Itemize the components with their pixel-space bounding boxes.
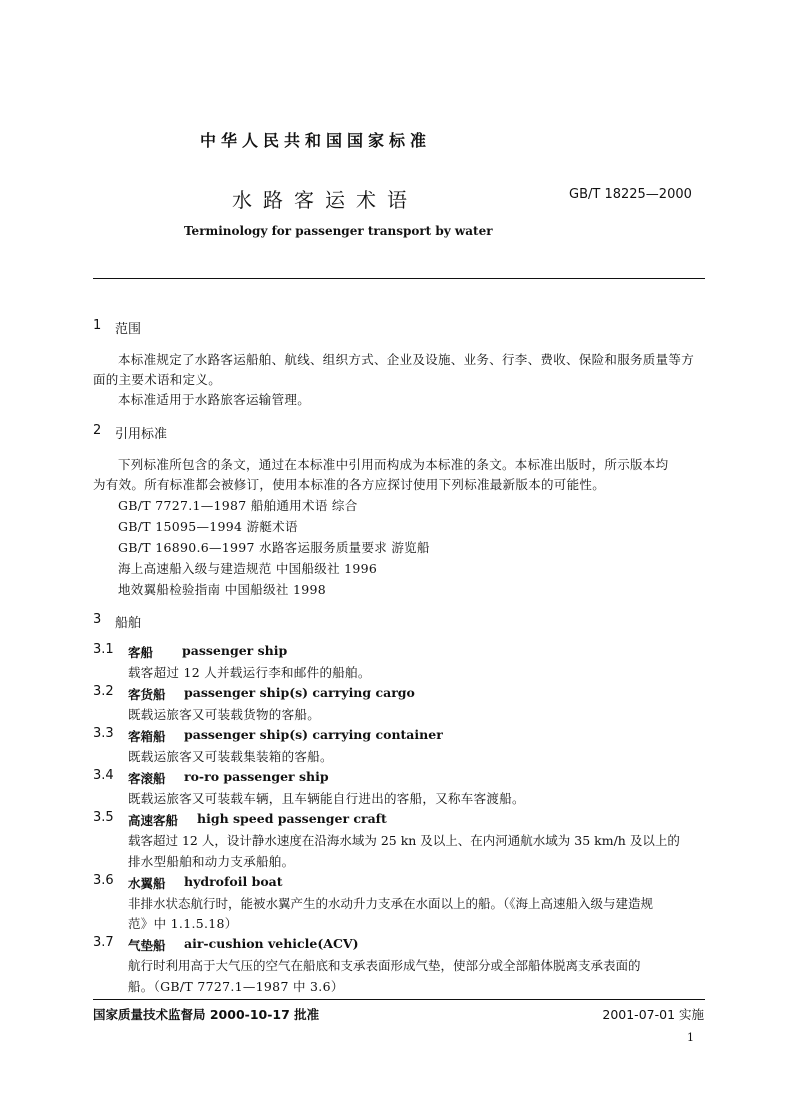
standard-code: GB/T 18225—2000: [569, 187, 692, 202]
document-title: 水路客运术语: [232, 188, 418, 212]
term-number: 3.2: [93, 684, 114, 699]
term-definition: 范》中 1.1.5.18）: [128, 916, 238, 931]
term-english: high speed passenger craft: [197, 811, 387, 826]
term-definition: 载客超过 12 人并载运行李和邮件的船舶。: [128, 665, 371, 680]
issuing-authority: 中华人民共和国国家标准: [200, 131, 432, 150]
reference-item: GB/T 7727.1—1987 船舶通用术语 综合: [118, 498, 358, 513]
term-definition: 既载运旅客又可装载车辆，且车辆能自行进出的客船，又称车客渡船。: [128, 791, 525, 806]
section-2-number: 2: [93, 423, 102, 438]
section-2-title: 引用标准: [115, 427, 168, 442]
term-chinese: 水翼船: [128, 876, 166, 891]
effective-date: 2001-07-01 实施: [602, 1007, 704, 1022]
section-1-paragraph-line: 面的主要术语和定义。: [93, 372, 222, 387]
section-1-title: 范围: [115, 322, 142, 337]
page-number: 1: [687, 1031, 694, 1044]
approval-line: 国家质量技术监督局 2000-10-17 批准: [93, 1007, 320, 1022]
section-2-paragraph-line: 下列标准所包含的条文，通过在本标准中引用而构成为本标准的条文。本标准出版时，所示版本均: [118, 457, 669, 472]
reference-item: GB/T 16890.6—1997 水路客运服务质量要求 游览船: [118, 540, 430, 555]
term-number: 3.1: [93, 642, 114, 657]
term-number: 3.4: [93, 768, 114, 783]
term-definition: 非排水状态航行时，能被水翼产生的水动升力支承在水面以上的船。（《海上高速船入级与建造规: [128, 896, 654, 911]
footer-divider: [93, 999, 705, 1000]
term-definition: 排水型船舶和动力支承船舶。: [128, 854, 295, 869]
section-3-title: 船舶: [115, 616, 142, 631]
section-1-number: 1: [93, 318, 102, 333]
reference-item: GB/T 15095—1994 游艇术语: [118, 519, 298, 534]
term-chinese: 客船: [128, 645, 154, 660]
term-chinese: 客货船: [128, 687, 166, 702]
term-definition: 载客超过 12 人，设计静水速度在沿海水域为 25 kn 及以上、在内河通航水域为 35 km/h 及以上的: [128, 833, 680, 848]
term-english: ro-ro passenger ship: [184, 769, 329, 784]
term-english: hydrofoil boat: [184, 874, 283, 889]
term-number: 3.5: [93, 810, 114, 825]
reference-item: 海上高速船入级与建造规范 中国船级社 1996: [118, 561, 378, 576]
term-definition: 航行时利用高于大气压的空气在船底和支承表面形成气垫，使部分或全部船体脱离支承表面的: [128, 958, 641, 973]
term-number: 3.7: [93, 935, 114, 950]
term-chinese: 客箱船: [128, 729, 166, 744]
english-title: Terminology for passenger transport by water: [184, 224, 493, 238]
section-2-paragraph-line: 为有效。所有标准都会被修订，使用本标准的各方应探讨使用下列标准最新版本的可能性。: [93, 477, 606, 492]
term-english: passenger ship(s) carrying container: [184, 727, 443, 742]
reference-item: 地效翼船检验指南 中国船级社 1998: [118, 582, 326, 597]
term-english: air-cushion vehicle(ACV): [184, 936, 359, 951]
section-1-paragraph: 本标准适用于水路旅客运输管理。: [118, 392, 311, 407]
term-number: 3.6: [93, 873, 114, 888]
term-chinese: 客滚船: [128, 771, 166, 786]
header-divider: [93, 278, 705, 279]
term-definition: 既载运旅客又可装载集装箱的客船。: [128, 749, 333, 764]
term-definition: 既载运旅客又可装载货物的客船。: [128, 707, 321, 722]
term-english: passenger ship(s) carrying cargo: [184, 685, 415, 700]
term-chinese: 高速客船: [128, 813, 179, 828]
section-1-paragraph-line: 本标准规定了水路客运船舶、航线、组织方式、企业及设施、业务、行李、费收、保险和服务质量等方: [118, 352, 695, 367]
term-english: passenger ship: [182, 643, 288, 658]
term-definition: 船。（GB/T 7727.1—1987 中 3.6）: [128, 979, 344, 994]
term-chinese: 气垫船: [128, 938, 166, 953]
term-number: 3.3: [93, 726, 114, 741]
section-3-number: 3: [93, 612, 102, 627]
